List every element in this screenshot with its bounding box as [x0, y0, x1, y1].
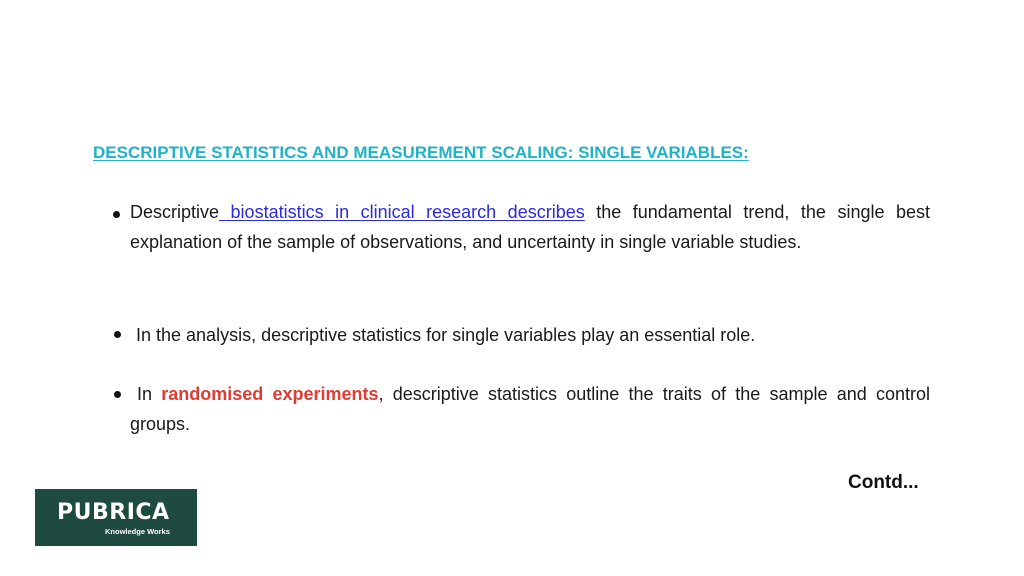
bullet-dot-2: [114, 331, 121, 338]
section-heading: DESCRIPTIVE STATISTICS AND MEASUREMENT SCALING: SINGLE VARIABLES:: [93, 143, 749, 162]
bullet-1-prefix: Descriptive: [130, 202, 220, 222]
bullet-3-prefix: In: [137, 384, 162, 404]
logo-tagline: Knowledge Works: [105, 527, 170, 536]
biostatistics-link[interactable]: biostatistics in clinical research describes: [219, 202, 585, 222]
bullet-2-text: In the analysis, descriptive statistics for single variables play an essential role.: [136, 325, 756, 345]
bullet-3-rest: , descriptive statistics outline the traits of the sample and control groups.: [130, 384, 930, 434]
randomised-experiments-emphasis: randomised experiments: [161, 384, 379, 404]
pubrica-logo: [35, 489, 197, 546]
bullet-dot-3: [114, 391, 121, 398]
bullet-item-1: [130, 197, 930, 257]
bullet-item-3: [130, 379, 930, 439]
logo-wordmark: PUBRICA: [57, 500, 170, 525]
bullet-dot-1: [113, 211, 120, 218]
bullet-item-2: [136, 320, 936, 350]
continued-label: Contd...: [848, 472, 919, 493]
bullet-1-rest: the fundamental trend, the single best explanation of the sample of observations, and uncertainty in single variable studies.: [130, 202, 931, 252]
